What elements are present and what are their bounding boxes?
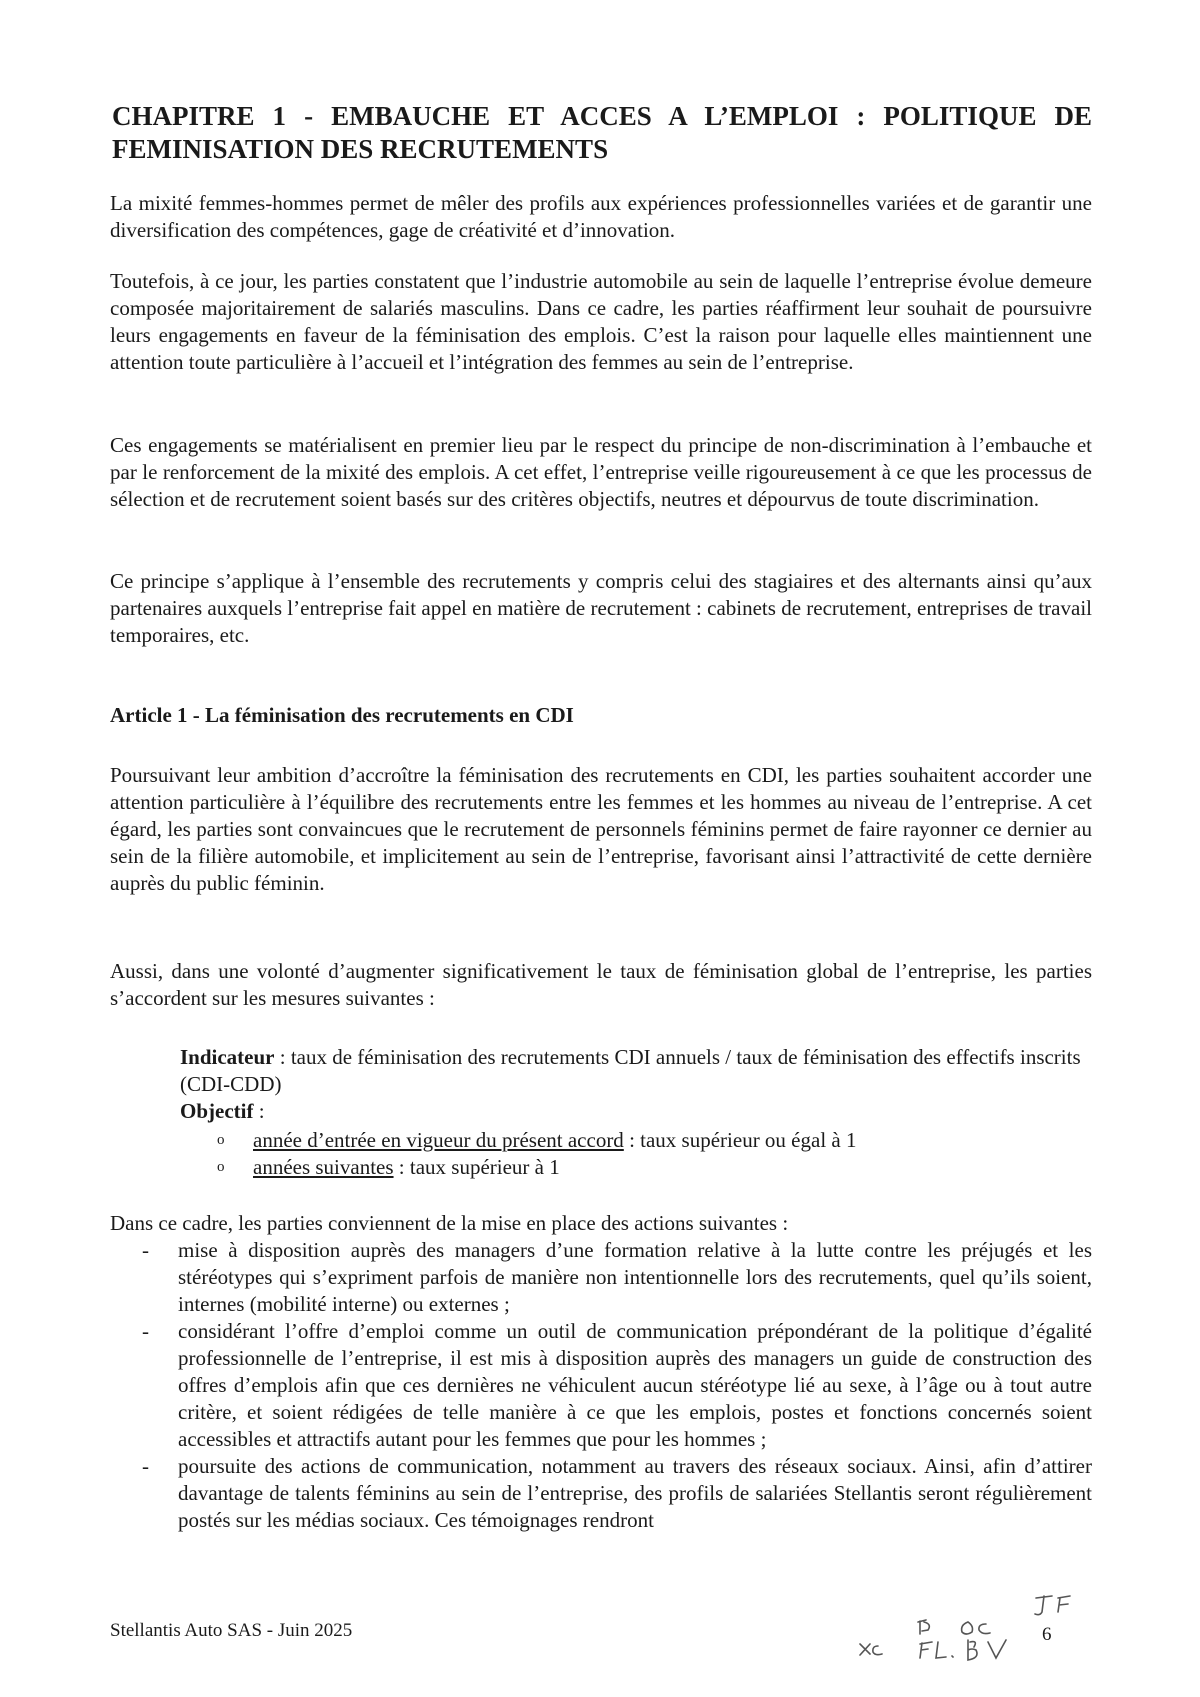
handwritten-initials-signature: [820, 1580, 1100, 1670]
page-number: 6: [1042, 1624, 1052, 1645]
objective-period: années suivantes: [253, 1155, 394, 1179]
paragraph-1: La mixité femmes-hommes permet de mêler des profils aux expériences professionnelles variées et de garantir une diversification des compétences, gage de créativité et d’innovation.: [110, 191, 1092, 242]
circle-bullet-icon: o: [217, 1132, 225, 1148]
action-text: mise à disposition auprès des managers d’une formation relative à la lutte contre les préjugés et les stéréotypes qui s’expriment parfois de manière non intentionnelle lors des recrutements, quel qu’ils soient, internes (mobilité interne) ou externes ;: [178, 1238, 1092, 1316]
objective-period: année d’entrée en vigueur du présent accord: [253, 1128, 624, 1152]
article-heading: Article 1 - La féminisation des recrutements en CDI: [110, 703, 574, 727]
objectives-list: [217, 1127, 1087, 1181]
objective-target: : taux supérieur ou égal à 1: [623, 1128, 857, 1152]
action-item: [110, 1237, 1092, 1318]
dash-bullet-icon: -: [142, 1454, 149, 1478]
article-paragraph-2: Aussi, dans une volonté d’augmenter significativement le taux de féminisation global de l’entreprise, les parties s’accordent sur les mesures suivantes :: [110, 959, 1092, 1010]
paragraph-4: Ce principe s’applique à l’ensemble des recrutements y compris celui des stagiaires et des alternants ainsi qu’aux partenaires auxquels l’entreprise fait appel en matière de recrutement : cabinets de recrutement, entreprises de travail temporaires, etc.: [110, 569, 1092, 647]
article-paragraph-1: Poursuivant leur ambition d’accroître la féminisation des recrutements en CDI, les parties souhaitent accorder une attention particulière à l’équilibre des recrutements entre les femmes et les hommes au niveau de l’entreprise. A cet égard, les parties sont convaincues que le recrutement de personnels féminins permet de faire rayonner ce dernier au sein de la filière automobile, et implicitement au sein de l’entreprise, favorisant ainsi l’attractivité de cette dernière auprès du public féminin.: [110, 763, 1092, 895]
objective-item: [217, 1127, 1087, 1154]
paragraph-3: Ces engagements se matérialisent en premier lieu par le respect du principe de non-discrimination à l’embauche et par le renforcement de la mixité des emplois. A cet effet, l’entreprise veille rigoureusement à ce que les processus de sélection et de recrutement soient basés sur des critères objectifs, neutres et dépourvus de toute discrimination.: [110, 433, 1092, 511]
objective-item: [217, 1154, 1087, 1181]
indicator-block: [180, 1044, 1092, 1098]
indicator-text: : taux de féminisation des recrutements CDI annuels / taux de féminisation des effectifs inscrits (CDI-CDD): [180, 1045, 1081, 1096]
paragraph-2: Toutefois, à ce jour, les parties constatent que l’industrie automobile au sein de laquelle l’entreprise évolue demeure composée majoritairement de salariés masculins. Dans ce cadre, les parties réaffirment leur souhait de poursuivre leurs engagements en faveur de la féminisation des emplois. C’est la raison pour laquelle elles maintiennent une attention toute particulière à l’accueil et l’intégration des femmes au sein de l’entreprise.: [110, 269, 1092, 374]
circle-bullet-icon: o: [217, 1159, 225, 1175]
objective-label: Objectif: [180, 1099, 254, 1123]
chapter-title: CHAPITRE 1 - EMBAUCHE ET ACCES A L’EMPLOI : POLITIQUE DE FEMINISATION DES RECRUTEMENTS: [112, 101, 1092, 164]
objective-colon: :: [253, 1099, 265, 1123]
action-item: [110, 1318, 1092, 1453]
indicator-label: Indicateur: [180, 1045, 275, 1069]
action-text: poursuite des actions de communication, notamment au travers des réseaux sociaux. Ainsi, afin d’attirer davantage de talents féminins au sein de l’entreprise, des profils de salariées Stellantis seront régulièrement postés sur les médias sociaux. Ces témoignages rendront: [178, 1454, 1092, 1532]
action-text: considérant l’offre d’emploi comme un outil de communication prépondérant de la politique d’égalité professionnelle de l’entreprise, il est mis à disposition auprès des managers un guide de construction des offres d’emplois afin que ces dernières ne véhiculent aucun stéréotype lié au sexe, à l’âge ou à tout autre critère, et soient rédigées de telle manière à ce que les emplois, postes et fonctions concernés soient accessibles et attractifs autant pour les femmes que pour les hommes ;: [178, 1319, 1092, 1451]
dash-bullet-icon: -: [142, 1238, 149, 1262]
dash-bullet-icon: -: [142, 1319, 149, 1343]
objective-block: [180, 1098, 1092, 1125]
action-item: [110, 1453, 1092, 1534]
footer-text: Stellantis Auto SAS - Juin 2025: [110, 1620, 353, 1641]
objective-target: : taux supérieur à 1: [393, 1155, 560, 1179]
actions-list: [110, 1237, 1092, 1534]
actions-intro: Dans ce cadre, les parties conviennent de la mise en place des actions suivantes :: [110, 1211, 789, 1235]
